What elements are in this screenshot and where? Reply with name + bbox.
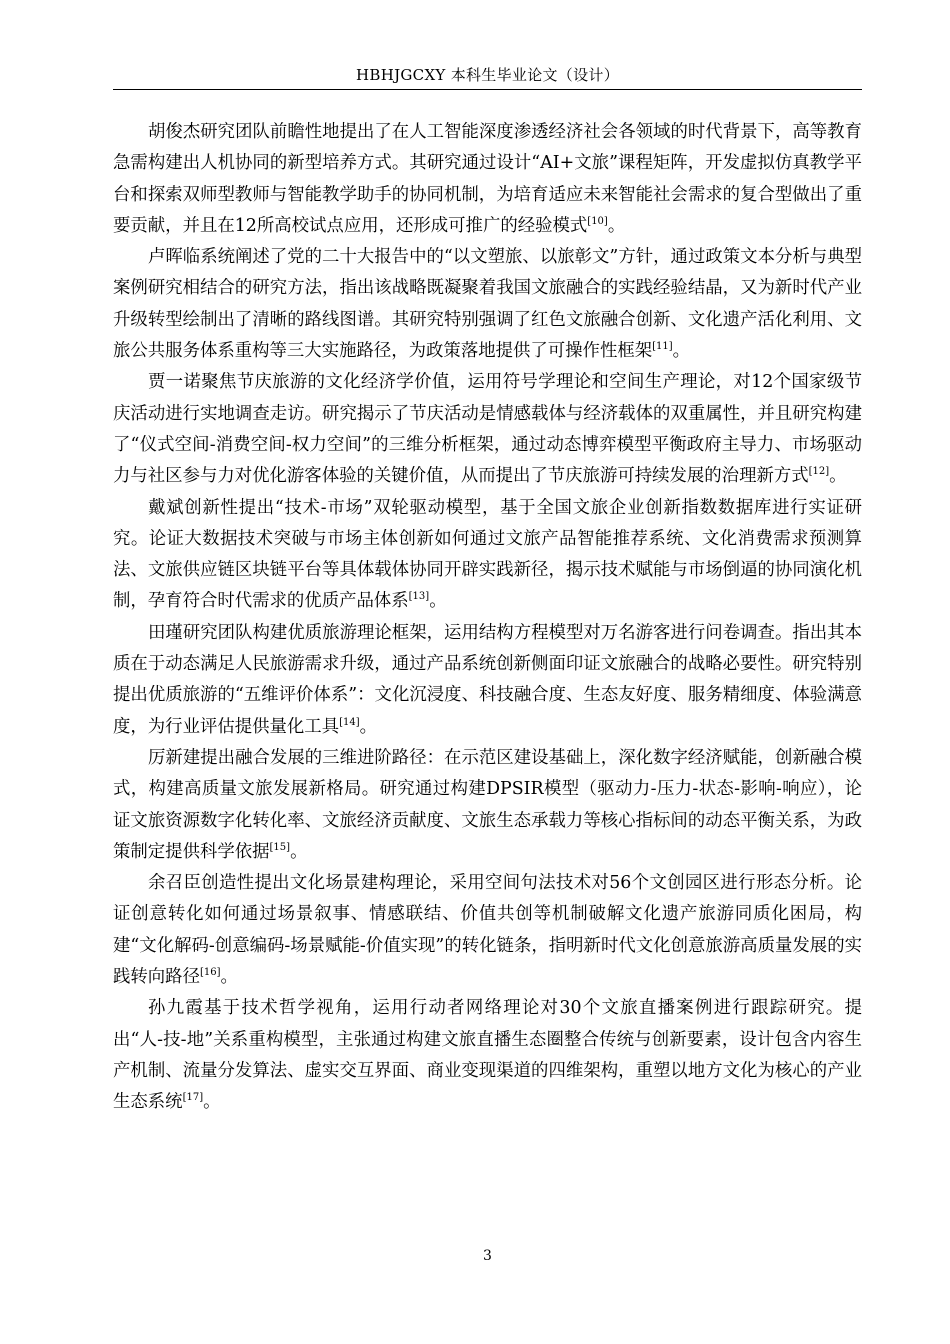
paragraph-lu-huilin [113, 242, 862, 367]
paragraph-tian-jin [113, 618, 862, 743]
citation-ref: [15] [269, 841, 291, 853]
body-text [113, 117, 862, 1119]
paragraph-text: 余召臣创造性提出文化场景建构理论，采用空间句法技术对56个文创园区进行形态分析。论证创意转化如何通过场景叙事、情感联结、价值共创等机制破解文化遗产旅游同质化困局，构建“文化解码-创意编码-场景赋能-价值实现”的转化链条，指明新时代文化创意旅游高质量发展的实践转向路径 [113, 873, 862, 988]
citation-ref: [10] [587, 215, 608, 227]
citation-ref: [13] [408, 591, 430, 603]
citation-ref: [11] [652, 341, 673, 353]
header-rule [113, 89, 862, 90]
citation-ref: [16] [199, 967, 221, 979]
paragraph-end: 。 [290, 841, 308, 862]
paragraph-text: 胡俊杰研究团队前瞻性地提出了在人工智能深度渗透经济社会各领域的时代背景下，高等教育急需构建出人机协同的新型培养方式。其研究通过设计“AI+文旅”课程矩阵，开发虚拟仿真教学平台和探索双师型教师与智能教学助手的协同机制，为培育适应未来智能社会需求的复合型做出了重要贡献，并且在12所高校试点应用，还形成可推广的经验模式 [113, 122, 862, 236]
paragraph-end: 。 [220, 967, 238, 988]
citation-ref: [14] [339, 716, 360, 728]
paragraph-text: 孙九霞基于技术哲学视角，运用行动者网络理论对30个文旅直播案例进行跟踪研究。提出“人-技-地”关系重构模型，主张通过构建文旅直播生态圈整合传统与创新要素，设计包含内容生产机制、流量分发算法、虚实交互界面、商业变现渠道的四维架构，重塑以地方文化为核心的产业生态系统 [113, 998, 862, 1113]
paragraph-dai-bin [113, 493, 862, 618]
paragraph-text: 田瑾研究团队构建优质旅游理论框架，运用结构方程模型对万名游客进行问卷调查。指出其本质在于动态满足人民旅游需求升级，通过产品系统创新侧面印证文旅融合的战略必要性。研究特别提出优质旅游的“五维评价体系”：文化沉浸度、科技融合度、生态友好度、服务精细度、体验满意度，为行业评估提供量化工具 [113, 622, 862, 737]
paragraph-hu-junjie [113, 117, 862, 242]
paragraph-li-xinjian [113, 743, 862, 868]
paragraph-end: 。 [359, 716, 378, 737]
page-number: 3 [483, 1248, 492, 1264]
paragraph-end: 。 [203, 1092, 221, 1113]
paragraph-end: 。 [672, 341, 691, 362]
paragraph-text: 戴斌创新性提出“技术-市场”双轮驱动模型，基于全国文旅企业创新指数数据库进行实证研究。论证大数据技术突破与市场主体创新如何通过文旅产品智能推荐系统、文化消费需求预测算法、文旅供应链区块链平台等具体载体协同开辟实践新径，揭示技术赋能与市场倒逼的协同演化机制，孕育符合时代需求的优质产品体系 [113, 497, 862, 612]
paragraph-text: 厉新建提出融合发展的三维进阶路径：在示范区建设基础上，深化数字经济赋能，创新融合模式，构建高质量文旅发展新格局。研究通过构建DPSIR模型（驱动力-压力-状态-影响-响应），论证文旅资源数字化转化率、文旅经济贡献度、文旅生态承载力等核心指标间的动态平衡关系，为政策制定提供科学依据 [113, 747, 862, 862]
paragraph-end: 。 [429, 591, 447, 612]
paragraph-end: 。 [829, 466, 847, 487]
paragraph-text: 贾一诺聚焦节庆旅游的文化经济学价值，运用符号学理论和空间生产理论，对12个国家级节庆活动进行实地调查走访。研究揭示了节庆活动是情感载体与经济载体的双重属性，并且研究构建了“仪式空间-消费空间-权力空间”的三维分析框架，通过动态博弈模型平衡政府主导力、市场驱动力与社区参与力对优化游客体验的关键价值，从而提出了节庆旅游可持续发展的治理新方式 [113, 372, 862, 487]
citation-ref: [17] [182, 1092, 204, 1104]
paragraph-yu-zhaochen [113, 868, 862, 993]
paragraph-text: 卢晖临系统阐述了党的二十大报告中的“以文塑旅、以旅彰文”方针，通过政策文本分析与典型案例研究相结合的研究方法，指出该战略既凝聚着我国文旅融合的实践经验结晶，又为新时代产业升级转型绘制出了清晰的路线图谱。其研究特别强调了红色文旅融合创新、文化遗产活化利用、文旅公共服务体系重构等三大实施路径，为政策落地提供了可操作性框架 [113, 247, 862, 362]
citation-ref: [12] [808, 466, 830, 478]
paragraph-sun-jiuxia [113, 993, 862, 1118]
paragraph-jia-yinuo [113, 367, 862, 492]
paragraph-end: 。 [607, 215, 626, 236]
running-header: HBHJGCXY 本科生毕业论文（设计） [355, 66, 619, 84]
